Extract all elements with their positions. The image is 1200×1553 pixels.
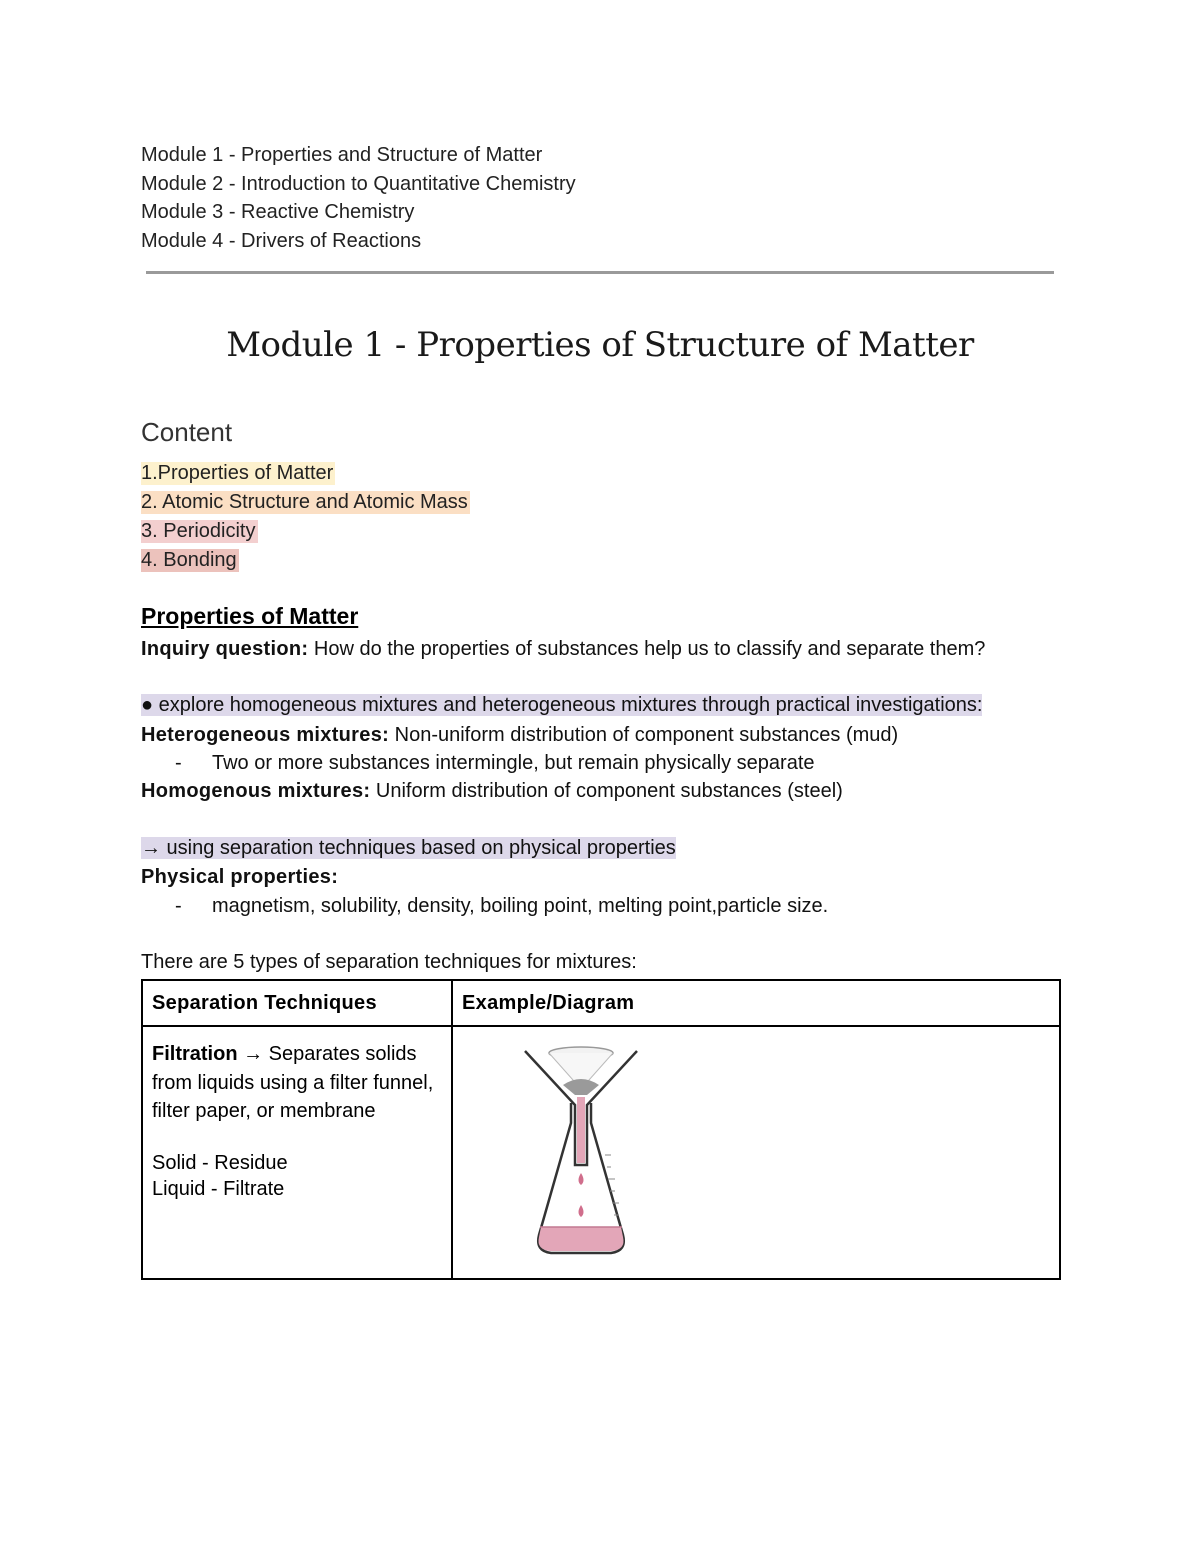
dash-marker: -: [175, 752, 182, 774]
inquiry-label: Inquiry question:: [141, 638, 309, 660]
table-header-row: [142, 980, 1060, 1026]
syllabus-point-1-text: ● explore homogeneous mixtures and heterogeneous mixtures through practical investigations:: [141, 694, 983, 716]
table-row: [142, 1026, 1060, 1279]
content-item-bonding[interactable]: 4. Bonding: [141, 549, 237, 571]
physical-properties-label: Physical properties:: [141, 866, 339, 888]
filtration-cell: [142, 1026, 452, 1279]
module-link-2[interactable]: Module 2 - Introduction to Quantitative Chemistry: [141, 172, 576, 195]
residue-line: Solid - Residue: [152, 1151, 288, 1174]
filtrate-line: Liquid - Filtrate: [152, 1177, 285, 1200]
homogenous-definition: [141, 780, 843, 803]
filtration-description: [152, 1040, 443, 1126]
physical-properties-heading: [141, 866, 338, 889]
content-item-periodicity[interactable]: 3. Periodicity: [141, 520, 256, 542]
inquiry-text: How do the properties of substances help us to classify and separate them?: [308, 638, 986, 660]
content-list: [141, 459, 470, 575]
horizontal-divider: [146, 271, 1054, 274]
syllabus-point-2-text: → using separation techniques based on physical properties: [141, 837, 676, 859]
heterogeneous-subpoint: Two or more substances intermingle, but remain physically separate: [212, 752, 815, 774]
content-item-atomic-structure[interactable]: 2. Atomic Structure and Atomic Mass: [141, 491, 468, 513]
separation-techniques-table: [141, 979, 1061, 1280]
heterogeneous-text: Non-uniform distribution of component substances (mud): [389, 724, 899, 746]
separation-intro: There are 5 types of separation techniques for mixtures:: [141, 951, 637, 973]
physical-properties-list: magnetism, solubility, density, boiling point, melting point,particle size.: [212, 895, 829, 917]
content-heading: Content: [141, 417, 233, 447]
filtration-flask-icon: [521, 1045, 641, 1265]
module-link-4[interactable]: Module 4 - Drivers of Reactions: [141, 229, 422, 252]
section-title: Properties of Matter: [141, 603, 359, 629]
homogenous-label: Homogenous mixtures:: [141, 780, 371, 802]
table-header-techniques: Separation Techniques: [142, 980, 452, 1026]
content-item-properties[interactable]: 1.Properties of Matter: [141, 462, 334, 484]
module-link-1[interactable]: Module 1 - Properties and Structure of Matter: [141, 144, 543, 166]
heterogeneous-label: Heterogeneous mixtures:: [141, 724, 390, 746]
homogenous-text: Uniform distribution of component substances (steel): [370, 780, 843, 802]
heterogeneous-definition: [141, 724, 898, 747]
syllabus-point-2: [141, 837, 676, 860]
page-title: Module 1 - Properties of Structure of Matter: [226, 325, 974, 365]
dash-marker: -: [175, 895, 182, 917]
filtration-diagram-cell: [452, 1026, 1060, 1279]
module-link-3[interactable]: Module 3 - Reactive Chemistry: [141, 201, 415, 223]
syllabus-point-1: [141, 694, 982, 717]
inquiry-question: [141, 638, 985, 661]
table-header-example: Example/Diagram: [452, 980, 1060, 1026]
filtration-text: → Separates solids from liquids using a filter funnel, filter paper, or membrane: [152, 1043, 434, 1122]
filtration-label: Filtration: [152, 1043, 238, 1065]
module-list: [141, 141, 576, 255]
